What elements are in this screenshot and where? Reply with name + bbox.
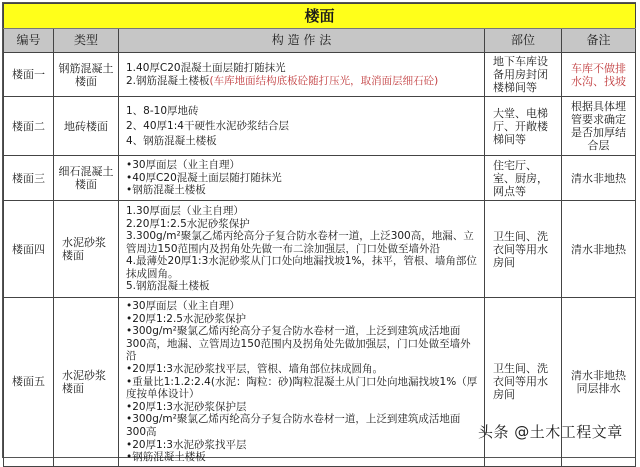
method-line: •20厚1:3水泥砂浆找平层，管根、墙角部位抹成圆角。 (126, 362, 383, 375)
method-line: •重量比1:1.2:2.4(水泥：陶粒：砂)陶粒混凝土从门口处向地漏找坡1%（厚度按单体设计） (126, 375, 478, 401)
cell-code: 楼面一 (4, 53, 54, 97)
cell-note: 根据具体埋管要求确定是否加厚结合层 (562, 97, 636, 156)
table-row (4, 53, 636, 97)
cell-code: 楼面三 (4, 156, 54, 201)
method-line: 4、钢筋混凝土楼板 (126, 134, 217, 147)
table-title-row (4, 4, 636, 29)
cell-code: 楼面五 (4, 298, 54, 467)
cell-note: 清水非地热同层排水 (562, 298, 636, 467)
cell-location: 卫生间、洗衣间等用水房间 (485, 298, 562, 467)
cell-method (119, 97, 485, 156)
method-line: 1.30厚面层（业主自理） (126, 204, 244, 217)
cell-type: 水泥砂浆楼面 (54, 298, 119, 467)
method-line: •40厚C20混凝土面层随打随抹光 (126, 171, 282, 184)
cell-location: 大堂、电梯厅、开敞楼梯间等 (485, 97, 562, 156)
cell-note: 车库不做排水沟、找坡 (562, 53, 636, 97)
cell-method (119, 201, 485, 298)
header-note: 备注 (562, 29, 636, 53)
cell-type: 钢筋混凝土楼面 (54, 53, 119, 97)
method-line: •钢筋混凝土楼板 (126, 451, 206, 464)
method-line: •20厚1:3水泥砂浆找平层 (126, 438, 247, 451)
cell-note: 清水非地热 (562, 201, 636, 298)
header-type: 类型 (54, 29, 119, 53)
cell-type: 细石混凝土楼面 (54, 156, 119, 201)
method-line: 4.最薄处20厚1:3水泥砂浆从门口处向地漏找坡1%，抹平，管根、墙角部位抹成圆角。 (126, 255, 477, 280)
method-line: •30厚面层（业主自理） (126, 300, 241, 312)
cell-type: 水泥砂浆楼面 (54, 201, 119, 298)
table-title: 楼面 (4, 4, 636, 29)
method-line: •钢筋混凝土楼板 (126, 184, 206, 197)
method-line: 2、40厚1:4干硬性水泥砂浆结合层 (126, 119, 289, 132)
table-header-row (4, 29, 636, 53)
method-line: •300g/m²聚氯乙烯丙纶高分子复合防水卷材一道，上泛到建筑成活地面300高 (126, 413, 461, 438)
cell-method (119, 53, 485, 97)
watermark: 头条 @土木工程文章 (478, 423, 623, 441)
floor-spec-table (3, 3, 636, 467)
cell-code: 楼面四 (4, 201, 54, 298)
method-line: 3.300g/m²聚氯乙烯丙纶高分子复合防水卷材一道，上泛300高，地漏、立管周边150范围内及拐角处先做一布二涂加强层，门口处做至墙外沿 (126, 230, 474, 255)
cell-note: 清水非地热 (562, 156, 636, 201)
method-line: 1、8-10厚地砖 (126, 104, 199, 117)
method-line: 5.钢筋混凝土楼板 (126, 280, 210, 293)
table-row (4, 97, 636, 156)
cell-method (119, 156, 485, 201)
cell-location: 住宅厅、室、厨房，网点等 (485, 156, 562, 201)
cell-location: 卫生间、洗衣间等用水房间 (485, 201, 562, 298)
cell-location: 地下车库设备用房封闭楼梯间等 (485, 53, 562, 97)
cell-type: 地砖楼面 (54, 97, 119, 156)
header-method: 构 造 作 法 (119, 29, 485, 53)
header-location: 部位 (485, 29, 562, 53)
cell-code: 楼面二 (4, 97, 54, 156)
method-line: •20厚1:3水泥砂浆保护层 (126, 400, 247, 413)
cell-method (119, 298, 485, 467)
method-line: •300g/m²聚氯乙烯丙纶高分子复合防水卷材一道，上泛到建筑成活地面300高，地漏、立管周边150范围内及拐角处先做加强层，门口处做至墙外沿 (126, 325, 471, 363)
method-red-note: (车库地面结构底板砼随打压光，取消面层细石砼) (209, 74, 439, 87)
header-code: 编号 (4, 29, 54, 53)
method-text: 2.钢筋混凝土楼板 (126, 74, 210, 87)
method-line (126, 75, 478, 88)
method-line: 2.20厚1:2.5水泥砂浆保护 (126, 217, 250, 230)
table-row (4, 156, 636, 201)
floor-spec-sheet (2, 2, 636, 464)
method-line: •30厚面层（业主自理） (126, 159, 241, 172)
method-line: •20厚1:2.5水泥砂浆保护 (126, 312, 246, 325)
method-line: 1.40厚C20混凝土面层随打随抹光 (126, 61, 286, 74)
table-row (4, 201, 636, 298)
